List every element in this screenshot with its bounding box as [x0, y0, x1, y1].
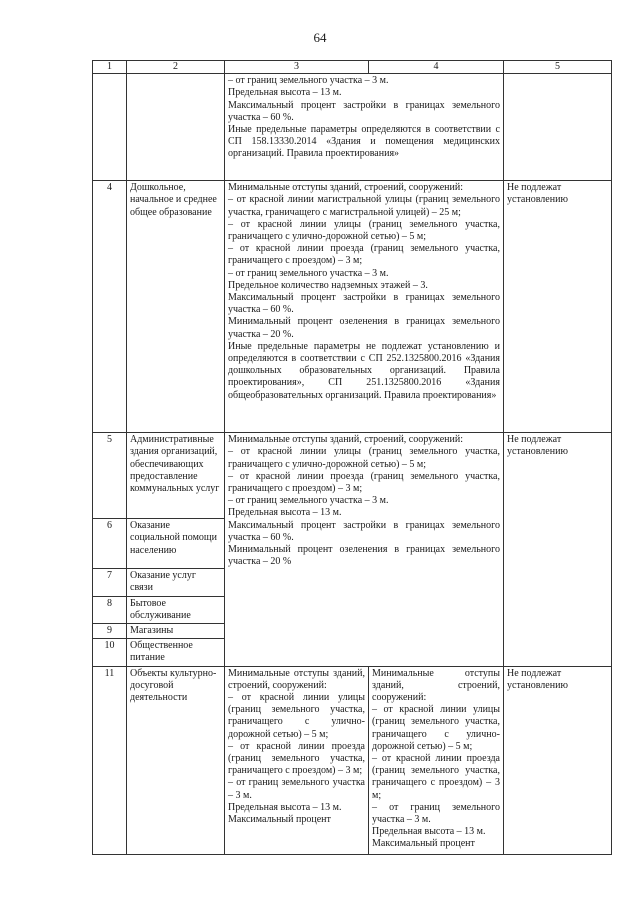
parameter-line: – от границ земельного участка – 3 м.: [372, 801, 500, 826]
parameter-line: Предельная высота – 13 м.: [372, 826, 486, 838]
use-name-cell: Общественное питание: [127, 639, 225, 666]
parameter-line: – от границ земельного участка – 3 м.: [228, 267, 389, 279]
header-cell-4: 4: [369, 61, 504, 74]
table-row: [93, 181, 612, 433]
parameter-line: Максимальный процент застройки в границах земельного участка – 60 %.: [228, 519, 500, 543]
row-number-cell: 9: [93, 624, 127, 639]
parameter-line: – от красной линии проезда (границ земельного участка, граничащего с проездом) – 3 м;: [228, 470, 500, 495]
row-number-cell: 5: [93, 433, 127, 519]
parameter-line: Максимальный процент: [372, 838, 475, 850]
parameter-line: – от красной линии проезда (границ земельного участка, граничащего с проездом) – 3 м;: [228, 740, 365, 777]
parameters-cell: [225, 181, 504, 433]
parameters-cell-left: [225, 666, 369, 854]
row-number-cell: 4: [93, 181, 127, 433]
parameter-line: Предельное количество надземных этажей – 3.: [228, 279, 428, 291]
table-row: [93, 433, 612, 519]
parameter-line: – от красной линии улицы (границ земельного участка, граничащего с улично-дорожной сетью) – 5 м;: [228, 446, 500, 470]
parameter-line: Минимальные отступы зданий, строений, сооружений:: [228, 182, 464, 194]
row-number-cell: [93, 74, 127, 181]
row-number-cell: 10: [93, 639, 127, 666]
parameter-line: Минимальные отступы зданий, строений, сооружений:: [228, 434, 464, 446]
parameter-line: Предельная высота – 13 м.: [228, 801, 342, 813]
parameter-line: Максимальный процент застройки в границах земельного участка – 60 %.: [228, 99, 500, 123]
regulations-table: [92, 60, 612, 855]
parameter-line: – от границ земельного участка – 3 м.: [228, 777, 365, 801]
header-cell-2: 2: [127, 61, 225, 74]
parameter-line: Минимальный процент озеленения в границах земельного участка – 20 %.: [228, 316, 500, 340]
use-name-cell: Магазины: [127, 624, 225, 639]
parameter-line: Максимальный процент застройки в границах земельного участка – 60 %.: [228, 292, 500, 316]
note-cell: Не подлежат установлению: [504, 181, 612, 433]
parameters-cell-right: [369, 666, 504, 854]
row-number-cell: 7: [93, 569, 127, 596]
header-cell-3: 3: [225, 61, 369, 74]
use-name-cell: Оказание социальной помощи населению: [127, 519, 225, 569]
table-row-continued: [93, 74, 612, 181]
parameter-line: Иные предельные параметры определяются в соответствии с СП 158.13330.2014 «Здания и помещения медицинских организаций. Правила проектирования»: [228, 124, 500, 160]
note-cell: Не подлежат установлению: [504, 433, 612, 666]
note-cell: Не подлежат установлению: [504, 666, 612, 854]
parameters-cell: [225, 433, 504, 666]
page-number: 64: [313, 30, 327, 45]
parameter-line: Максимальный процент: [228, 814, 331, 826]
parameter-line: – от красной линии улицы (границ земельного участка, граничащего с улично-дорожной сетью) – 5 м;: [228, 692, 365, 740]
use-name-cell: Административные здания организаций, обеспечивающих предоставление коммунальных услуг: [127, 433, 225, 519]
header-row: [93, 61, 612, 74]
use-name-cell: Объекты культурно-досуговой деятельности: [127, 666, 225, 854]
parameter-line: – от красной линии проезда (границ земельного участка, граничащего с проездом) – 3 м;: [228, 243, 500, 267]
row-number-cell: 11: [93, 666, 127, 854]
header-cell-5: 5: [504, 61, 612, 74]
parameter-line: Иные предельные параметры не подлежат установлению и определяются в соответствии с СП 252.1325800.2016 «Здания дошкольных образовательных организаций. Правила проектирования», СП 251.1325800.2016 «Здания общеобразовательных организаций. Правила проектирования»: [228, 340, 500, 401]
row-number-cell: 8: [93, 596, 127, 623]
use-name-cell: Дошкольное, начальное и среднее общее образование: [127, 181, 225, 433]
parameter-line: – от красной линии проезда (границ земельного участка, граничащего с проездом) – 3 м;: [372, 753, 500, 801]
parameter-line: – от красной линии улицы (границ земельного участка, граничащего с улично-дорожной сетью) – 5 м;: [228, 218, 500, 243]
row-number-cell: 6: [93, 519, 127, 569]
parameter-line: Минимальные отступы зданий, строений, сооружений:: [372, 667, 500, 704]
parameter-line: Предельная высота – 13 м.: [228, 507, 342, 519]
parameter-line: – от красной линии магистральной улицы (границ земельного участка, граничащего с магистральной улицей) – 25 м;: [228, 194, 500, 218]
parameter-line: Минимальный процент озеленения в границах земельного участка – 20 %: [228, 544, 500, 568]
header-cell-1: 1: [93, 61, 127, 74]
use-name-cell: Бытовое обслуживание: [127, 596, 225, 623]
parameters-cell: [225, 74, 504, 181]
parameter-line: – от границ земельного участка – 3 м.: [228, 75, 389, 87]
use-name-cell: [127, 74, 225, 181]
parameter-line: – от границ земельного участка – 3 м.: [228, 495, 389, 507]
use-name-cell: Оказание услуг связи: [127, 569, 225, 596]
note-cell: [504, 74, 612, 181]
parameter-line: Минимальные отступы зданий, строений, сооружений:: [228, 667, 365, 691]
parameter-line: – от красной линии улицы (границ земельного участка, граничащего с улично-дорожной сетью) – 5 м;: [372, 704, 500, 752]
parameter-line: Предельная высота – 13 м.: [228, 87, 342, 99]
table-row: [93, 666, 612, 854]
